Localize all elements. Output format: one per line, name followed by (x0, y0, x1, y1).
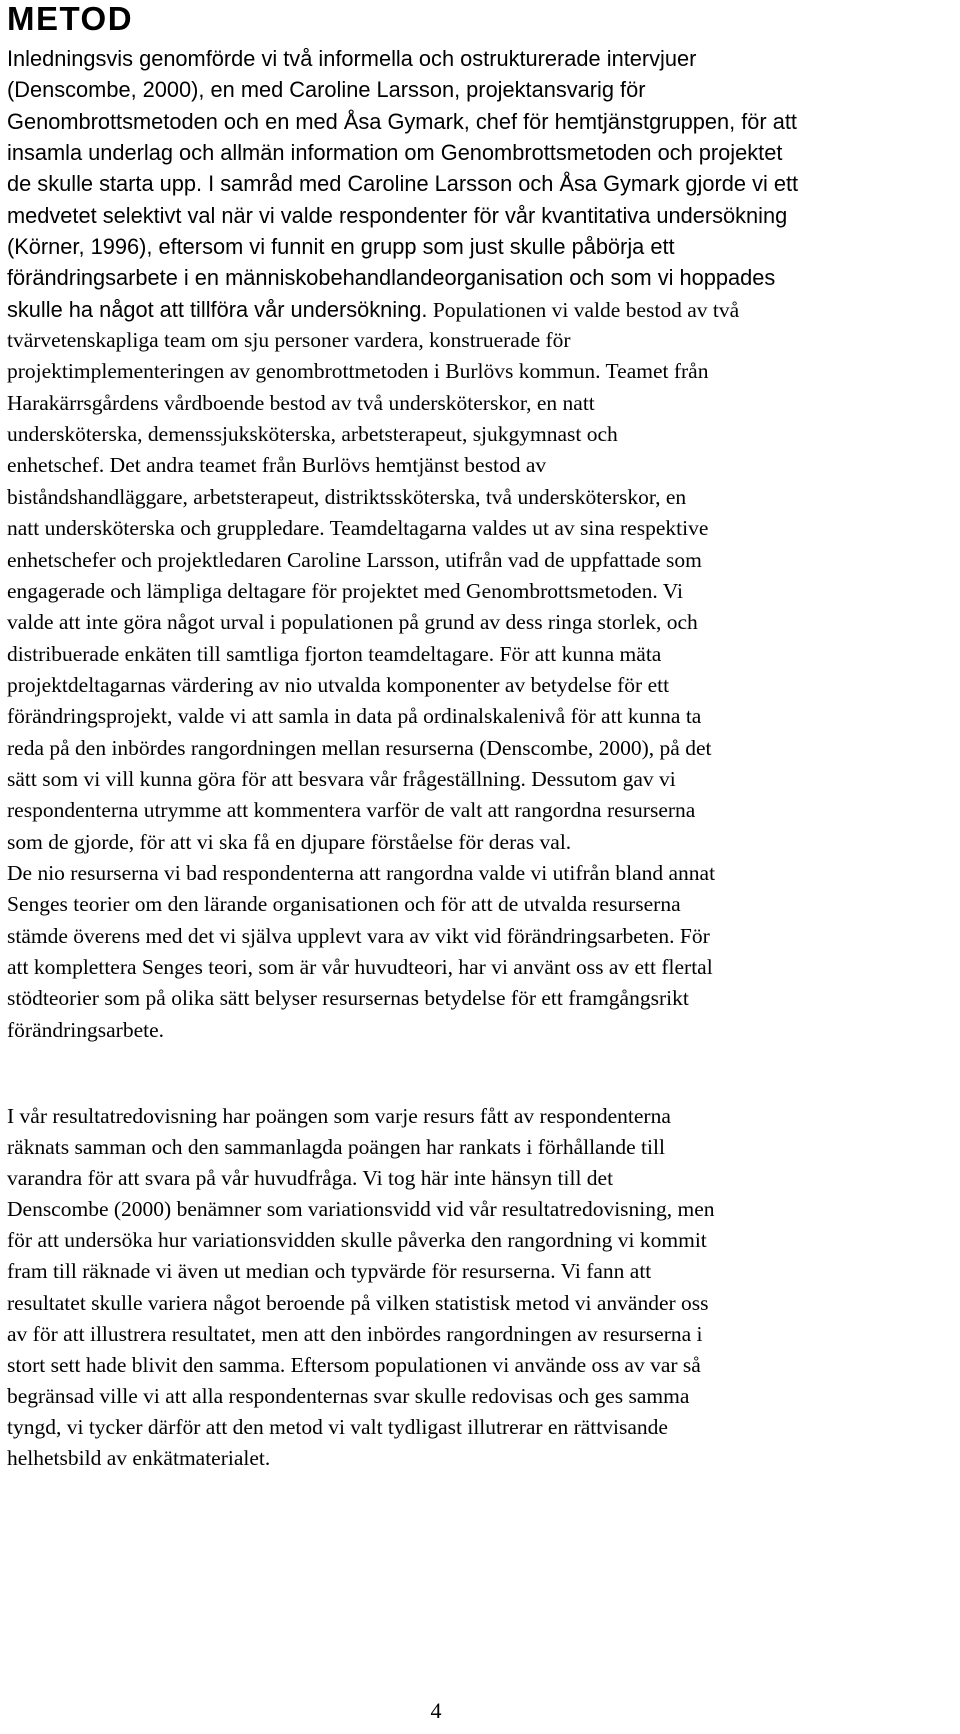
text-line: stödteorier som på olika sätt belyser resursernas betydelse för ett framgångsrikt (7, 986, 689, 1011)
text-line: räknats samman och den sammanlagda poängen har rankats i förhållande till (7, 1135, 665, 1160)
text-line: tvärvetenskapliga team om sju personer vardera, konstruerade för (7, 328, 571, 353)
text-line: Senges teorier om den lärande organisationen och för att de utvalda resurserna (7, 892, 681, 917)
text-line: tyngd, vi tycker därför att den metod vi valt tydligast illutrerar en rättvisande (7, 1414, 668, 1439)
text-line: Genombrottsmetoden och en med Åsa Gymark, chef för hemtjänstgruppen, för att (7, 108, 797, 134)
text-line: De nio resurserna vi bad respondenterna att rangordna valde vi utifrån bland annat (7, 861, 716, 885)
text-line: distribuerade enkäten till samtliga fjorton teamdeltagare. För att kunna mäta (7, 641, 662, 666)
section-heading: METOD (7, 0, 134, 37)
text-line: biståndshandläggare, arbetsterapeut, distriktssköterska, två undersköterskor, en (7, 484, 687, 509)
text-line: begränsad ville vi att alla respondenternas svar skulle redovisas och ges samma (7, 1383, 690, 1408)
page-number: 4 (430, 1698, 442, 1723)
text-line: natt undersköterska och gruppledare. Teamdeltagarna valdes ut av sina respektive (7, 516, 709, 541)
text-line: förändringsprojekt, valde vi att samla in data på ordinalskalenivå för att kunna ta (7, 704, 702, 729)
text-line: av för att illustrera resultatet, men att den inbördes rangordningen av resurserna i (7, 1321, 703, 1346)
text-line: sätt som vi vill kunna göra för att besvara vår frågeställning. Dessutom gav vi (7, 766, 676, 791)
text-line: förändringsarbete i en människobehandlandeorganisation och som vi hoppades (7, 265, 776, 291)
text-line: I vår resultatredovisning har poängen som varje resurs fått av respondenterna (7, 1104, 671, 1128)
text-line: projektdeltagarnas värdering av nio utvalda komponenter av betydelse för ett (7, 672, 670, 697)
text-line: Harakärrsgårdens vårdboende bestod av två undersköterskor, en natt (7, 390, 595, 415)
text-line: varandra för att svara på vår huvudfråga. Vi tog här inte hänsyn till det (7, 1166, 614, 1191)
text-line: engagerade och lämpliga deltagare för projektet med Genombrottsmetoden. Vi (7, 578, 683, 603)
text-line: de skulle starta upp. I samråd med Caroline Larsson och Åsa Gymark gjorde vi ett (7, 171, 799, 197)
text-line: insamla underlag och allmän information om Genombrottsmetoden och projektet (7, 140, 783, 166)
paragraph-results (7, 1101, 957, 1474)
text-line: att komplettera Senges teori, som är vår huvudteori, har vi använt oss av ett flertal (7, 955, 713, 980)
text-line (7, 294, 957, 325)
text-line: respondenterna utrymme att kommentera varför de valt att rangordna resurserna (7, 798, 696, 823)
text-line: fram till räknade vi även ut median och typvärde för resurserna. Vi fann att (7, 1259, 652, 1284)
text-line: stort sett hade blivit den samma. Eftersom populationen vi använde oss av var så (7, 1352, 701, 1377)
text-segment: Populationen vi valde bestod av två (427, 297, 740, 322)
paragraph-resources (7, 858, 957, 1046)
text-line: helhetsbild av enkätmaterialet. (7, 1446, 271, 1471)
text-line: stämde överens med det vi själva upplevt vara av vikt vid förändringsarbeten. För (7, 923, 710, 948)
text-line: förändringsarbete. (7, 1017, 164, 1042)
text-line: enhetschefer och projektledaren Caroline Larsson, utifrån vad de uppfattade som (7, 547, 702, 572)
text-line: (Denscombe, 2000), en med Caroline Larsson, projektansvarig för (7, 77, 646, 103)
text-line: projektimplementeringen av genombrottmetoden i Burlövs kommun. Teamet från (7, 359, 709, 384)
paragraph-intro (7, 43, 957, 858)
text-line: undersköterska, demenssjuksköterska, arbetsterapeut, sjukgymnast och (7, 422, 618, 447)
text-line: medvetet selektivt val när vi valde respondenter för vår kvantitativa undersökning (7, 202, 788, 228)
text-segment: skulle ha något att tillföra vår undersökning. (7, 296, 428, 322)
text-line: reda på den inbördes rangordningen mellan resurserna (Denscombe, 2000), på det (7, 735, 712, 760)
text-line: valde att inte göra något urval i populationen på grund av dess ringa storlek, och (7, 610, 698, 635)
text-line: Inledningsvis genomförde vi två informella och ostrukturerade intervjuer (7, 46, 697, 71)
text-line: Denscombe (2000) benämner som variationsvidd vid vår resultatredovisning, men (7, 1197, 715, 1222)
text-line: resultatet skulle variera något beroende på vilken statistisk metod vi använder oss (7, 1290, 709, 1315)
text-line: enhetschef. Det andra teamet från Burlövs hemtjänst bestod av (7, 453, 547, 478)
text-line: för att undersöka hur variationsvidden skulle påverka den rangordning vi kommit (7, 1228, 707, 1253)
text-line: (Körner, 1996), eftersom vi funnit en grupp som just skulle påbörja ett (7, 234, 675, 260)
text-line: som de gjorde, för att vi ska få en djupare förståelse för deras val. (7, 829, 572, 854)
